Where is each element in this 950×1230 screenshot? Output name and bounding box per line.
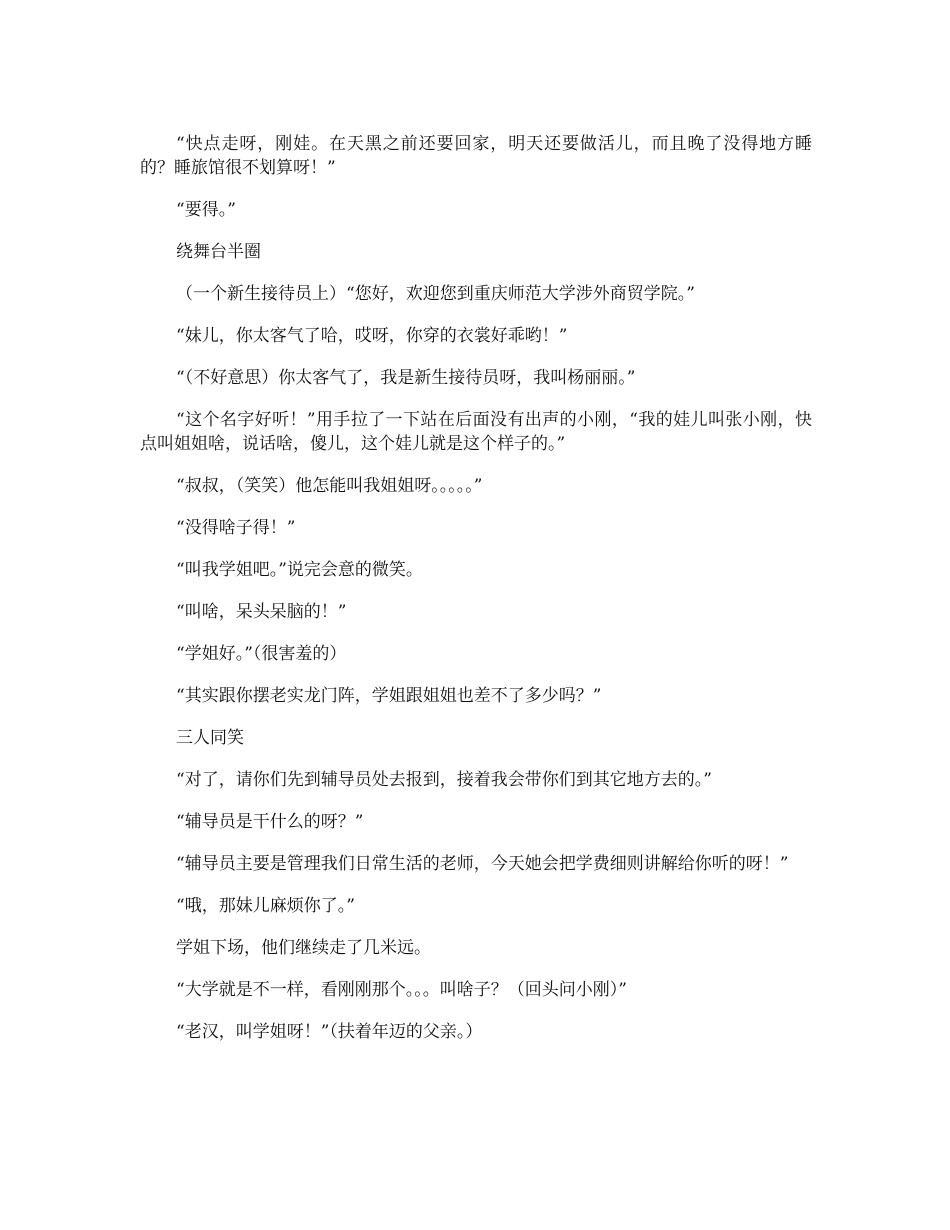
paragraph: “辅导员主要是管理我们日常生活的老师，今天她会把学费细则讲解给你听的呀！”	[176, 854, 789, 874]
paragraph: “快点走呀，刚娃。在天黑之前还要回家，明天还要做活儿，而且晚了没得地方睡的？睡旅馆很不划算呀！”	[140, 134, 812, 178]
paragraph: “哦，那妹儿麻烦你了。”	[176, 896, 355, 916]
paragraph: “叔叔，（笑笑）他怎能叫我姐姐呀。。。。。”	[176, 476, 483, 496]
stage-direction: 三人同笑	[176, 728, 244, 748]
document-body	[140, 132, 812, 1062]
paragraph: “（不好意思）你太客气了，我是新生接待员呀，我叫杨丽丽。”	[176, 368, 636, 388]
paragraph: “这个名字好听！”用手拉了一下站在后面没有出声的小刚，“我的娃儿叫张小刚，快点叫姐姐啥，说话啥，傻儿，这个娃儿就是这个样子的。”	[140, 410, 812, 454]
paragraph: “要得。”	[176, 200, 236, 220]
paragraph: “辅导员是干什么的呀？”	[176, 812, 364, 832]
paragraph: “没得啥子得！”	[176, 518, 296, 538]
paragraph: “叫我学姐吧。”说完会意的微笑。	[176, 560, 423, 580]
paragraph: “妹儿，你太客气了哈，哎呀，你穿的衣裳好乖哟！”	[176, 326, 568, 346]
paragraph: “学姐好。”（很害羞的）	[176, 644, 347, 664]
paragraph: “叫啥，呆头呆脑的！”	[176, 602, 347, 622]
paragraph: “对了，请你们先到辅导员处去报到，接着我会带你们到其它地方去的。”	[176, 770, 712, 790]
paragraph: “大学就是不一样，看刚刚那个。。。叫啥子？（回头问小刚）”	[176, 980, 627, 1000]
paragraph: （一个新生接待员上）“您好，欢迎您到重庆师范大学涉外商贸学院。”	[176, 284, 695, 304]
paragraph: “其实跟你摆老实龙门阵，学姐跟姐姐也差不了多少吗？”	[176, 686, 602, 706]
stage-direction: 绕舞台半圈	[176, 242, 261, 262]
stage-direction: 学姐下场，他们继续走了几米远。	[176, 938, 431, 958]
paragraph: “老汉，叫学姐呀！”（扶着年迈的父亲。）	[176, 1022, 483, 1042]
